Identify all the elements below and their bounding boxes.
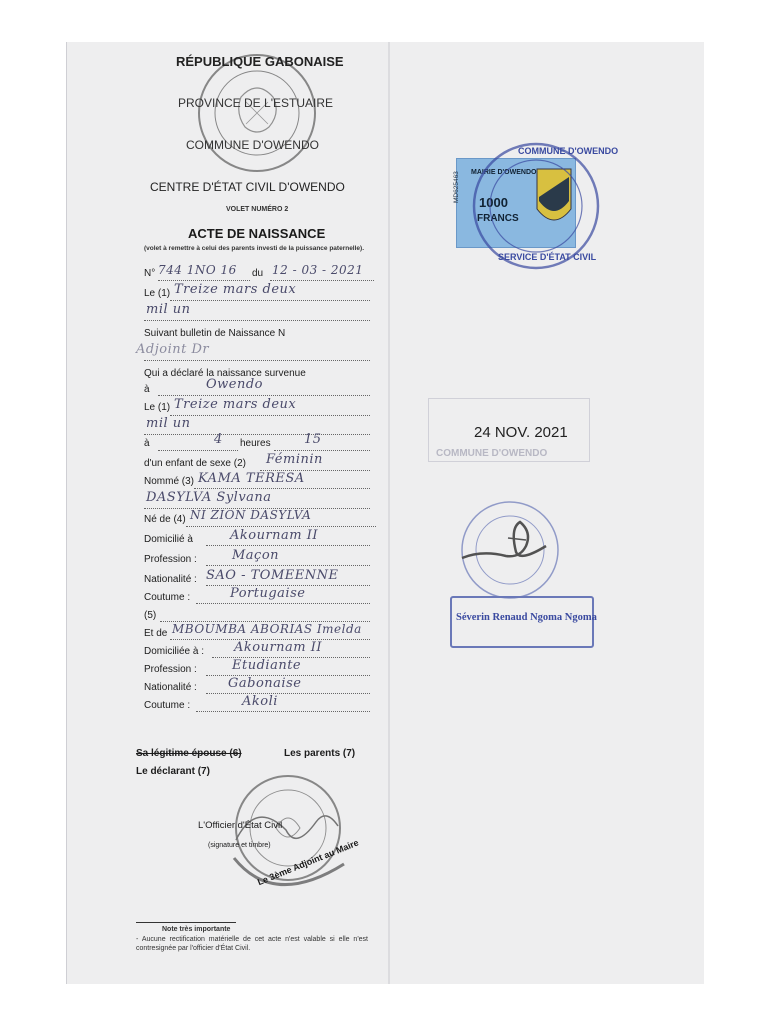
round-stamp-bottom: SERVICE D'ÉTAT CIVIL	[498, 252, 597, 262]
note-rule	[136, 922, 236, 923]
coutume-value: Portugaise	[230, 586, 306, 601]
ne-de-label: Né de (4)	[144, 514, 186, 525]
et-de-value: MBOUMBA ABORIAS Imelda	[172, 622, 362, 636]
officier-label: L'Officier d'État Civil	[198, 820, 283, 831]
sexe-label: d'un enfant de sexe (2)	[144, 458, 246, 469]
le2-value: Treize mars deux	[174, 397, 297, 412]
name-stamp-box	[450, 596, 597, 648]
nationalite2-dots	[206, 693, 370, 694]
fiscal-mairie: MAIRIE D'OWENDO	[471, 169, 537, 176]
centre-heading: CENTRE D'ÉTAT CIVIL D'OWENDO	[150, 180, 345, 194]
le1-dots	[170, 300, 370, 301]
cinq-label: (5)	[144, 610, 157, 621]
a2-dots	[158, 450, 238, 451]
document-title: ACTE DE NAISSANCE	[188, 226, 326, 241]
a1-value: Owendo	[206, 377, 263, 392]
a1-label: à	[144, 384, 150, 395]
fiscal-serial: MD625463	[453, 171, 460, 203]
date-stamp: 24 NOV. 2021	[474, 424, 568, 441]
nomme-label: Nommé (3)	[144, 476, 195, 487]
domicile-label: Domicilié à	[144, 534, 193, 545]
officer-round-stamp	[216, 770, 356, 900]
et-de-label: Et de	[144, 628, 168, 639]
profession2-label: Profession :	[144, 664, 197, 675]
le1-value: Treize mars deux	[174, 282, 297, 297]
declarant-label: Le déclarant (7)	[136, 766, 210, 777]
domicile-dots	[206, 545, 370, 546]
du-value: 12 - 03 - 2021	[272, 263, 364, 277]
republic-heading: RÉPUBLIQUE GABONAISE	[176, 54, 344, 69]
parents-label: Les parents (7)	[284, 748, 356, 759]
column-border	[66, 42, 67, 984]
declare-label: Qui a déclaré la naissance survenue	[144, 368, 306, 379]
suivant-dots	[144, 360, 370, 361]
le1-dots-2	[144, 320, 370, 321]
le1-label: Le (1)	[144, 288, 171, 299]
profession-dots	[206, 565, 370, 566]
round-stamp-top: COMMUNE D'OWENDO	[518, 146, 619, 156]
sexe-value: Féminin	[266, 452, 323, 467]
date-stamp-commune: COMMUNE D'OWENDO	[436, 448, 548, 459]
le2-label: Le (1)	[144, 402, 171, 413]
signature-stamp	[448, 498, 566, 602]
name-stamp: Séverin Renaud Ngoma Ngoma	[456, 612, 597, 623]
suivant-label: Suivant bulletin de Naissance N	[144, 328, 286, 339]
a1-dots	[158, 395, 370, 396]
coutume2-dots	[196, 711, 370, 712]
note-text: - Aucune rectification matérielle de cet acte n'est valable si elle n'est contresignée par l'officier d'État Civil.	[136, 936, 368, 952]
adjoint-stamp-text: Le 3ème Adjoint au Maire	[256, 837, 361, 888]
fiscal-currency: FRANCS	[477, 213, 519, 224]
commune-heading: COMMUNE D'OWENDO	[186, 138, 319, 152]
coutume2-value: Akoli	[242, 694, 278, 709]
signature-timbre-label: (signature et timbre)	[208, 842, 271, 849]
heures-dots	[274, 450, 370, 451]
heures-label: heures	[240, 438, 271, 449]
profession2-value: Etudiante	[232, 658, 302, 673]
instruction-text: (volet à remettre à celui des parents investi de la puissance paternelle).	[144, 245, 365, 252]
domiciliee-value: Akournam II	[234, 640, 323, 655]
owendo-round-stamp-header	[196, 52, 318, 174]
nomme-dots	[194, 488, 370, 489]
ne-de-value: NI ZION DASYLVA	[190, 508, 312, 522]
birth-certificate-form	[66, 42, 388, 984]
nationalite-label: Nationalité :	[144, 574, 197, 585]
volet-label: VOLET NUMÉRO 2	[226, 206, 289, 213]
coutume-label: Coutume :	[144, 592, 191, 603]
le2-dots-2	[144, 434, 370, 435]
le2-dots	[170, 415, 370, 416]
suivant-value: Adjoint Dr	[136, 342, 210, 357]
le2-value-2: mil un	[146, 416, 191, 431]
nomme-value-2: DASYLVA Sylvana	[146, 490, 272, 505]
a2-label: à	[144, 438, 150, 449]
fiscal-amount: 1000	[479, 195, 508, 210]
coutume-dots	[196, 603, 370, 604]
note-title: Note très importante	[162, 926, 231, 933]
domiciliee-label: Domiciliée à :	[144, 646, 205, 657]
numero-label: N°	[144, 268, 156, 279]
numero-dots	[158, 280, 250, 281]
du-dots	[270, 280, 374, 281]
ne-de-dots	[186, 526, 376, 527]
domicile-value: Akournam II	[230, 528, 319, 543]
profession-label: Profession :	[144, 554, 197, 565]
nationalite-value: SAO - TOMEENNE	[206, 568, 339, 583]
epouse-text: Sa légitime épouse (6)	[136, 748, 242, 759]
le1-value-2: mil un	[146, 302, 191, 317]
numero-value: 744 1NO 16	[158, 263, 237, 277]
nationalite2-label: Nationalité :	[144, 682, 197, 693]
epouse-label	[136, 748, 242, 759]
du-label: du	[252, 268, 264, 279]
province-heading: PROVINCE DE L'ESTUAIRE	[178, 96, 333, 110]
coutume2-label: Coutume :	[144, 700, 191, 711]
heures-minutes: 15	[304, 432, 322, 447]
nomme-value: KAMA TERESA	[198, 471, 305, 486]
page-fold	[388, 42, 390, 984]
nationalite2-value: Gabonaise	[228, 676, 302, 691]
heures-hour: 4	[214, 432, 223, 447]
profession-value: Maçon	[232, 548, 280, 563]
